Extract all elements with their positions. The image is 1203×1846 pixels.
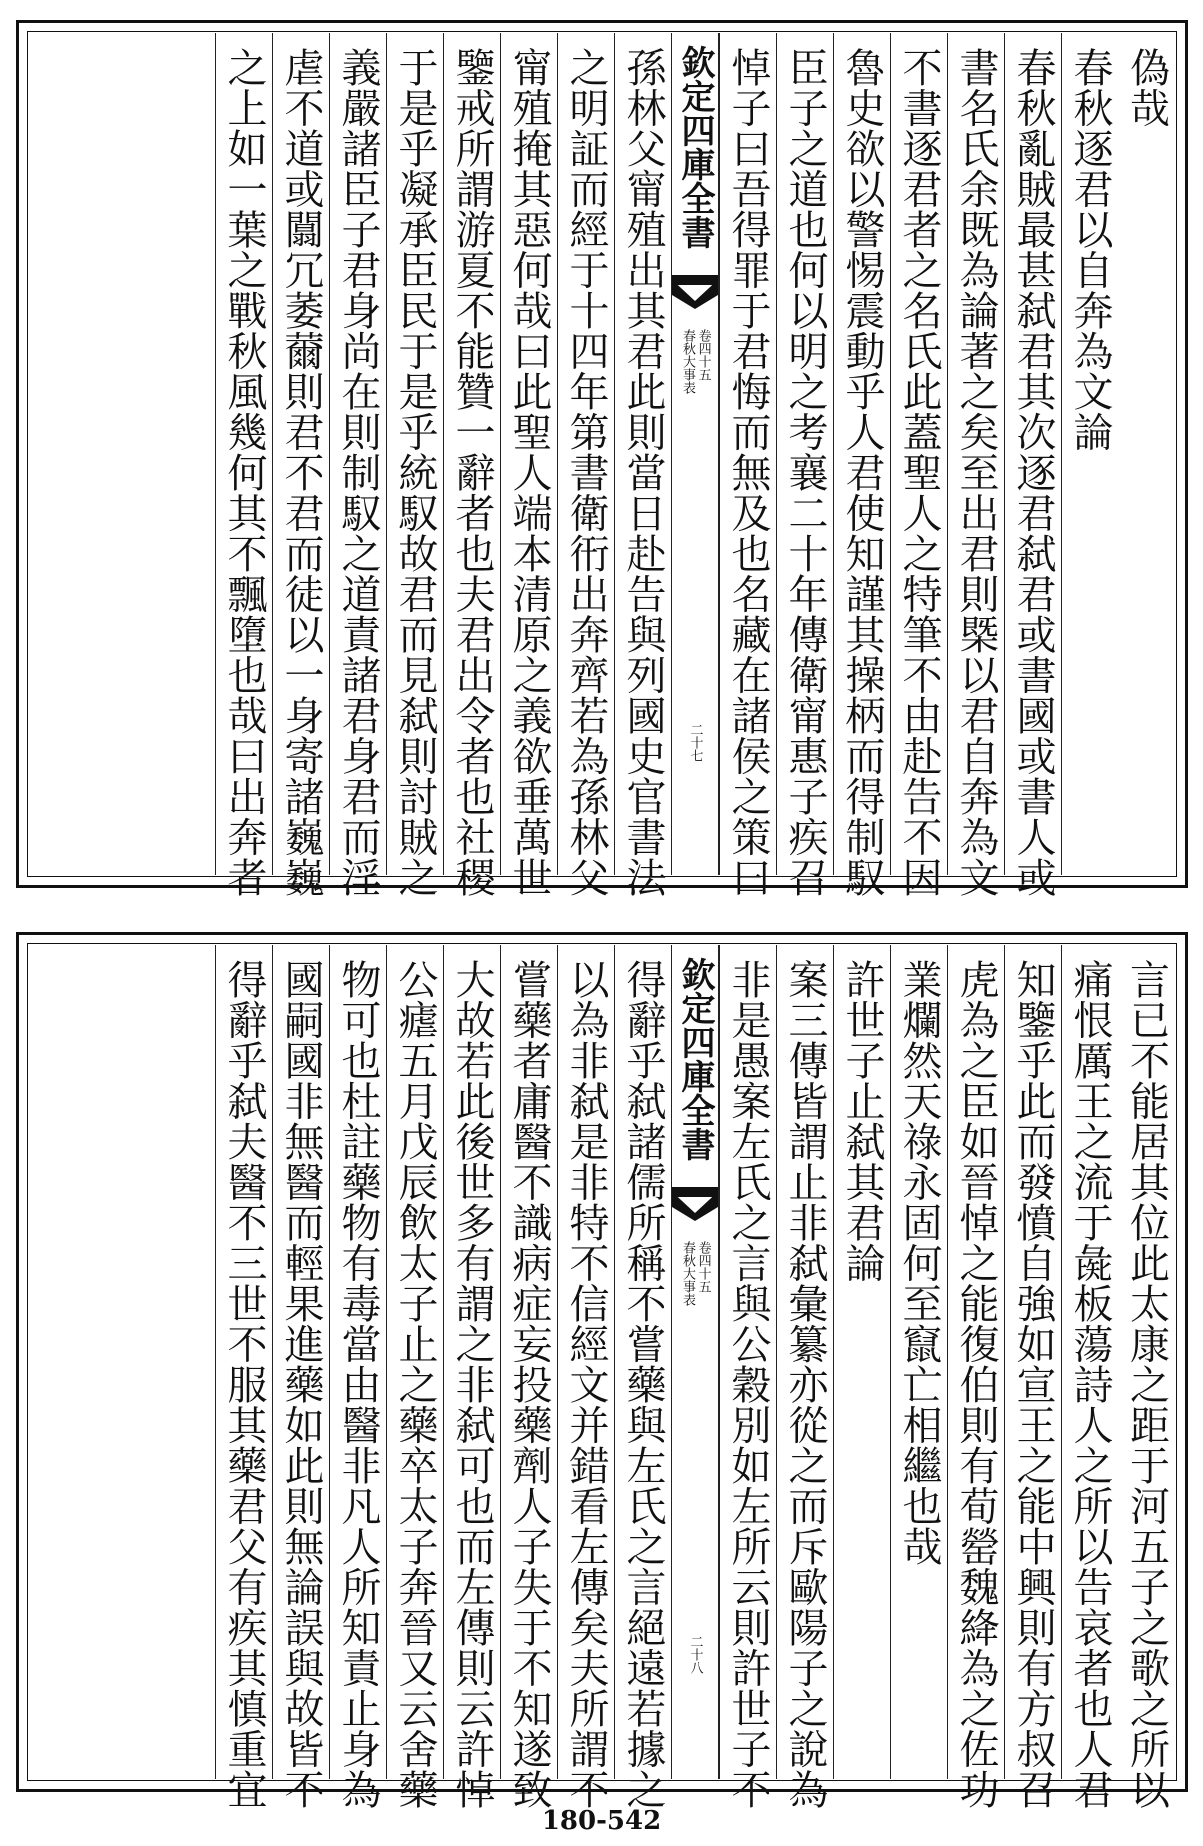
text-column <box>1061 945 1118 1810</box>
column-text: 春秋逐君以自奔為文論 <box>1067 47 1113 452</box>
column-text: 得辭乎弑諸儒所稱不嘗藥與左氏之言絕遠若據之 <box>620 959 666 1810</box>
text-column <box>719 945 776 1810</box>
column-text: 之上如一葉之戰秋風幾何其不飄墮也哉曰出奔者 <box>221 47 267 898</box>
text-column <box>443 33 500 898</box>
fishtail-mark <box>672 1187 718 1221</box>
margin-title: 欽定四庫全書 <box>675 957 715 1161</box>
center-margin <box>671 945 719 1779</box>
column-text: 許世子止弑其君論 <box>839 959 885 1283</box>
text-column <box>215 945 272 1810</box>
column-text: 孫林父甯殖出其君此則當日赴告與列國史官書法 <box>620 47 666 898</box>
column-text: 物可也杜註藥物有毒當由醫非凡人所知責止身為 <box>335 959 381 1810</box>
margin-book-info <box>672 1241 718 1306</box>
column-text: 之明証而經于十四年第書衛衎出奔齊若為孫林父 <box>563 47 609 898</box>
fishtail-mark <box>672 275 718 309</box>
column-text: 案三傳皆謂止非弑彙纂亦從之而斥歐陽子之說為 <box>782 959 828 1810</box>
text-column <box>776 33 833 898</box>
column-text: 鑒戒所謂游夏不能贊一辭者也夫君出令者也社稷 <box>449 47 495 898</box>
column-text: 義嚴諸臣子君身尚在則制馭之道責諸君身君而淫 <box>335 47 381 898</box>
text-column <box>329 33 386 898</box>
column-text: 偽哉 <box>1123 47 1170 128</box>
column-text: 書名氏余既為論著之矣至出君則槩以君自奔為文 <box>953 47 999 898</box>
text-column <box>776 945 833 1810</box>
text-column <box>500 945 557 1810</box>
margin-folio-number: 二十七 <box>687 723 703 762</box>
margin-volume: 卷四十五 <box>695 329 711 381</box>
text-column <box>272 945 329 1810</box>
text-column <box>833 945 890 1779</box>
text-column <box>1004 945 1061 1810</box>
column-text: 非是愚案左氏之言與公穀別如左所云則許世子不 <box>725 959 771 1810</box>
footer-page-number: 180-542 <box>541 1806 662 1836</box>
center-margin <box>671 33 719 875</box>
column-text: 嘗藥者庸醫不識病症妄投藥劑人子失于不知遂致 <box>506 959 552 1810</box>
column-text: 得辭乎弑夫醫不三世不服其藥君父有疾其慎重宜 <box>221 959 267 1810</box>
column-text: 虐不道或闒冗萎薾則君不君而徒以一身寄諸巍巍 <box>278 47 324 898</box>
text-column <box>890 945 947 1779</box>
text-column <box>947 945 1004 1810</box>
column-text: 于是乎凝承臣民于是乎統馭故君而見弑則討賊之 <box>392 47 438 898</box>
margin-folio-number: 二十八 <box>687 1635 703 1674</box>
panel-bottom-text-area <box>29 945 1175 1810</box>
text-column <box>272 33 329 898</box>
text-column <box>1118 33 1175 875</box>
text-column <box>890 33 947 898</box>
text-column <box>1004 33 1061 898</box>
text-column <box>1061 33 1118 875</box>
text-column <box>386 33 443 898</box>
column-text: 以為非弑是非特不信經文并錯看左傳矣夫所謂不 <box>563 959 609 1810</box>
column-text: 業爛然天祿永固何至竄亡相繼也哉 <box>896 959 942 1567</box>
column-text: 痛恨厲王之流于彘板蕩詩人之所以告哀者也人君 <box>1067 959 1113 1810</box>
column-text: 大故若此後世多有謂之非弑可也而左傳則云許悼 <box>449 959 495 1810</box>
panel-top-text-area <box>29 33 1175 898</box>
column-text: 春秋亂賊最甚弑君其次逐君弑君或書國或書人或 <box>1010 47 1056 898</box>
text-column <box>614 33 671 898</box>
text-column <box>329 945 386 1810</box>
text-column <box>557 945 614 1810</box>
text-column <box>443 945 500 1810</box>
text-column <box>1118 945 1175 1810</box>
margin-book-title: 春秋大事表 <box>680 329 695 394</box>
column-text: 知鑒乎此而發憤自強如宣王之能中興則有方叔召 <box>1010 959 1056 1810</box>
text-column <box>557 33 614 898</box>
margin-volume: 卷四十五 <box>695 1241 711 1293</box>
margin-book-title: 春秋大事表 <box>680 1241 695 1306</box>
column-text: 悼子曰吾得罪于君悔而無及也名藏在諸侯之策曰 <box>725 47 771 898</box>
page-panel-top <box>16 20 1188 898</box>
text-column <box>500 33 557 898</box>
column-text: 公瘧五月戊辰飲太子止之藥卒太子奔晉又云舍藥 <box>392 959 438 1810</box>
text-column <box>719 33 776 898</box>
text-column <box>947 33 1004 898</box>
text-column <box>215 33 272 898</box>
column-text: 魯史欲以警惕震動乎人君使知謹其操柄而得制馭 <box>839 47 885 898</box>
text-column <box>614 945 671 1810</box>
column-text: 虎為之臣如晉悼之能復伯則有荀罃魏絳為之佐功 <box>953 959 999 1810</box>
column-text: 不書逐君者之名氏此蓋聖人之特筆不由赴告不因 <box>896 47 942 898</box>
margin-book-info <box>672 329 718 394</box>
column-text: 言已不能居其位此太康之距于河五子之歌之所以 <box>1123 959 1170 1810</box>
text-column <box>833 33 890 898</box>
text-column <box>386 945 443 1810</box>
page-panel-bottom <box>16 932 1188 1810</box>
column-text: 國嗣國非無醫而輕果進藥如此則無論誤與故皆不 <box>278 959 324 1810</box>
column-text: 臣子之道也何以明之考襄二十年傳衛甯惠子疾召 <box>782 47 828 898</box>
margin-title: 欽定四庫全書 <box>675 45 715 249</box>
column-text: 甯殖掩其惡何哉曰此聖人端本清原之義欲垂萬世 <box>506 47 552 898</box>
